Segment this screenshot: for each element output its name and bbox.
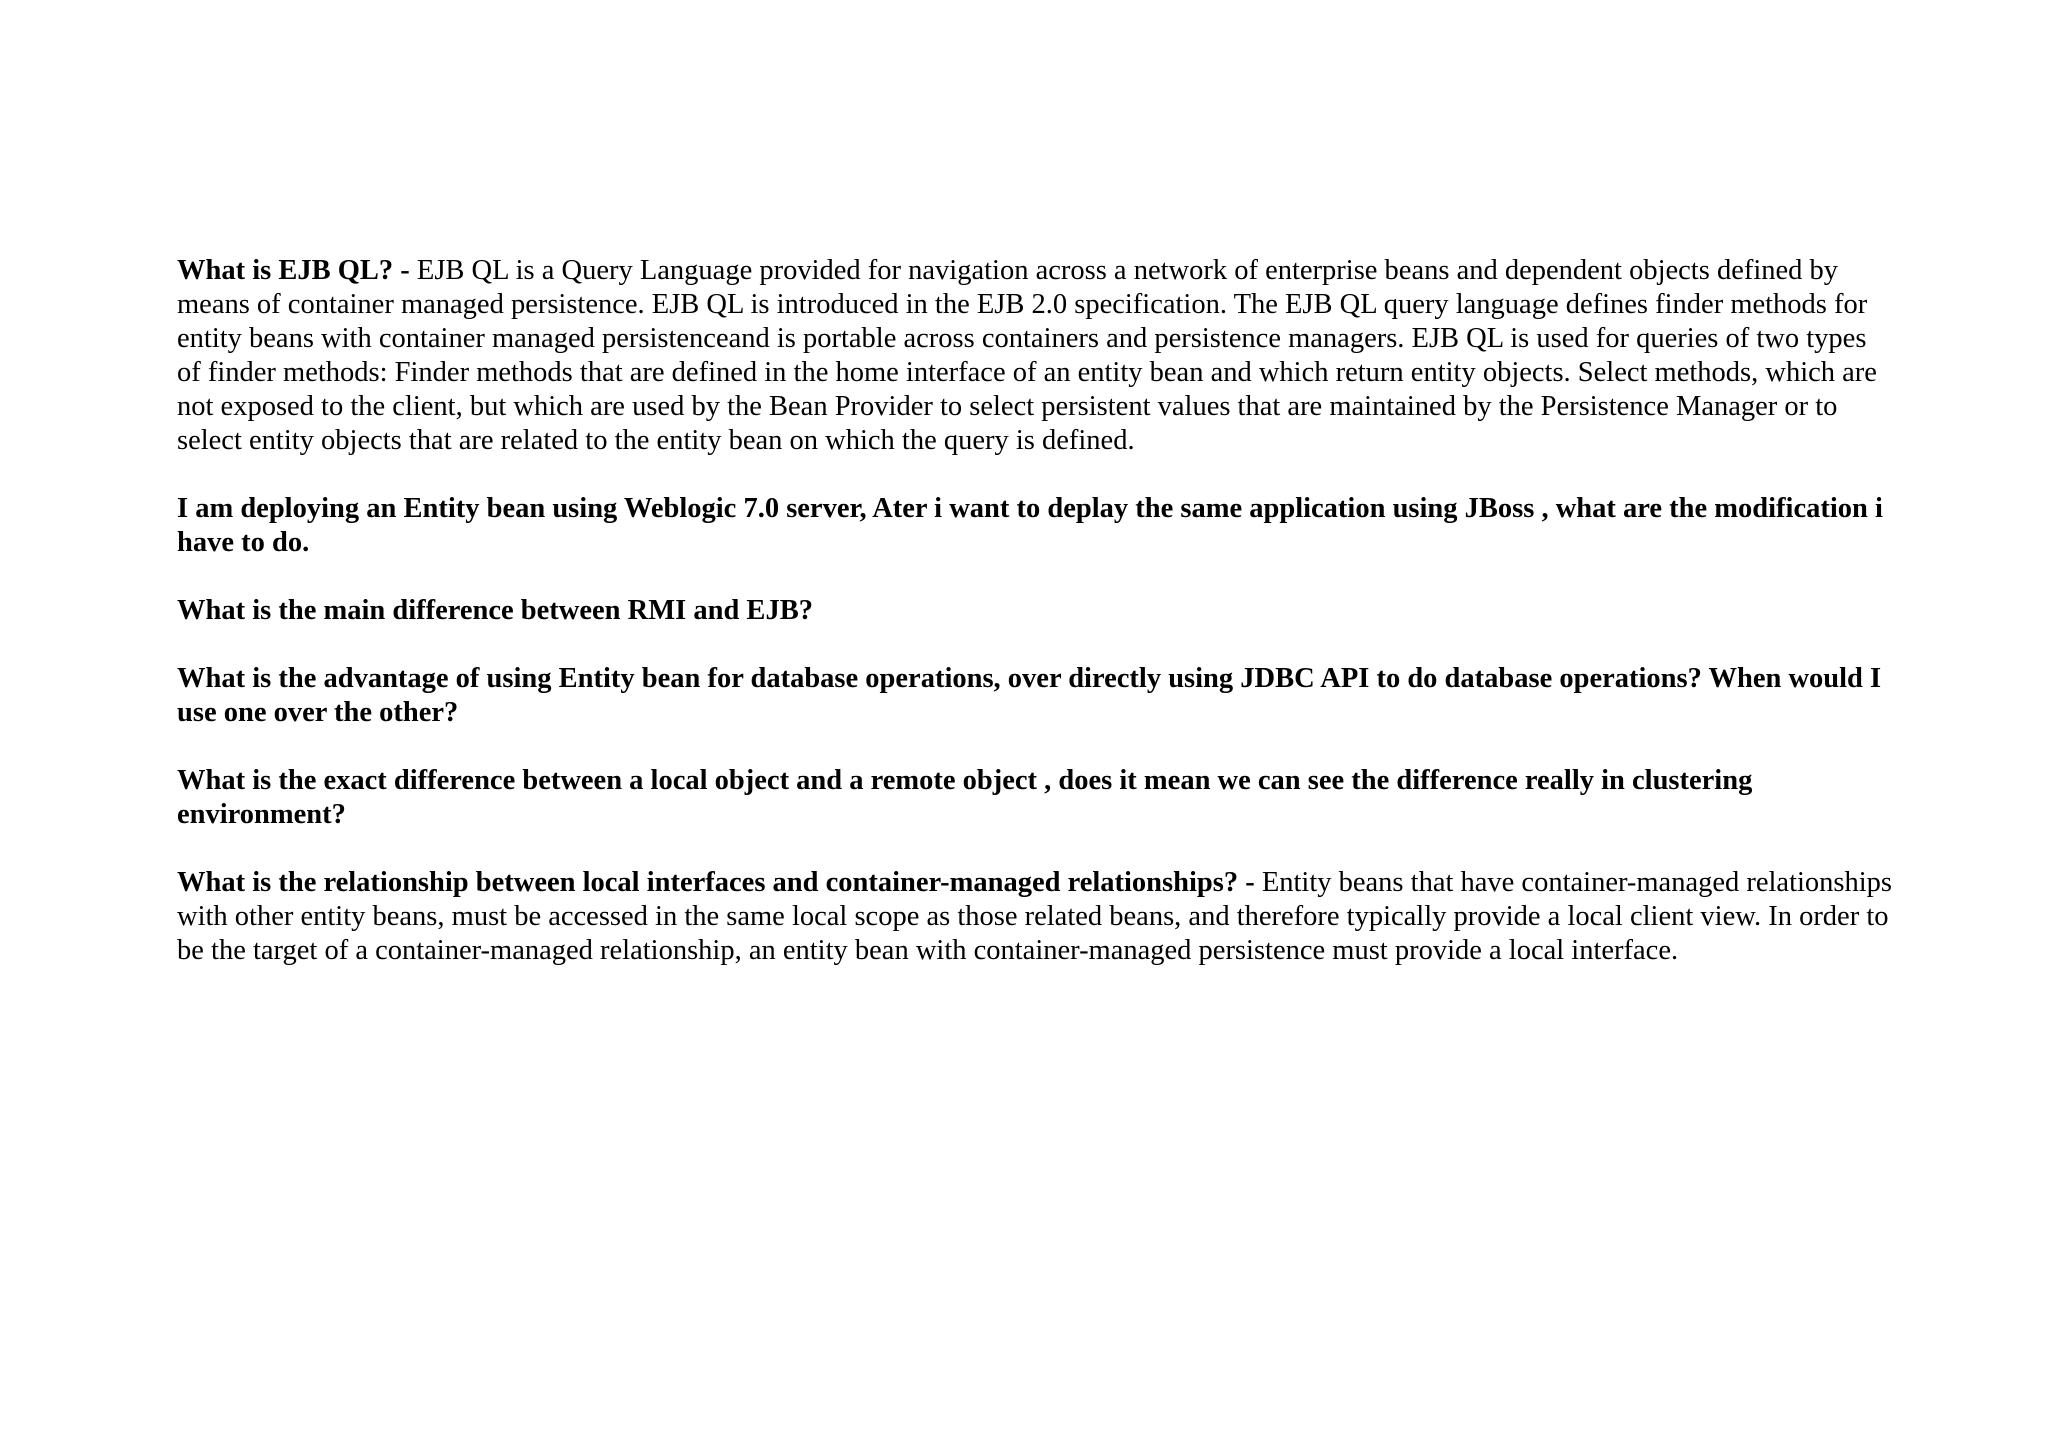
question-text: I am deploying an Entity bean using Weblogic 7.0 server, Ater i want to deplay the same application using JBoss , what are the modification i have to do. [177,493,1883,558]
qa-entry-entity-vs-jdbc [177,662,1893,730]
answer-text: EJB QL is a Query Language provided for navigation across a network of enterprise beans and dependent objects defined by means of container managed persistence. EJB QL is introduced in the EJB 2.0 specification. The EJB QL query language defines finder methods for entity beans with container managed persistenceand is portable across containers and persistence managers. EJB QL is used for queries of two types of finder methods: Finder methods that are defined in the home interface of an entity bean and which return entity objects. Select methods, which are not exposed to the client, but which are used by the Bean Provider to select persistent values that are maintained by the Persistence Manager or to select entity objects that are related to the entity bean on which the query is defined. [177,255,1877,456]
qa-entry-ejb-ql [177,254,1893,458]
qa-entry-local-vs-remote [177,764,1893,832]
question-text: What is EJB QL? [177,255,394,286]
qa-entry-weblogic-to-jboss [177,492,1893,560]
document-page [177,254,1893,1002]
question-text: What is the exact difference between a local object and a remote object , does it mean we can see the difference really in clustering environment? [177,765,1753,830]
answer-text: Entity beans that have container-managed relationships with other entity beans, must be accessed in the same local scope as those related beans, and therefore typically provide a local client view. In order to be the target of a container-managed relationship, an entity bean with container-managed persistence must provide a local interface. [177,867,1893,966]
question-text: What is the relationship between local interfaces and container-managed relationships? [177,867,1239,898]
qa-entry-local-interfaces-cmr [177,866,1893,968]
question-text: What is the main difference between RMI and EJB? [177,595,813,626]
question-text: What is the advantage of using Entity bean for database operations, over directly using JDBC API to do database operations? When would I use one over the other? [177,663,1882,728]
question-separator: - [1238,867,1262,898]
question-separator: - [393,255,417,286]
qa-entry-rmi-vs-ejb [177,594,1893,628]
